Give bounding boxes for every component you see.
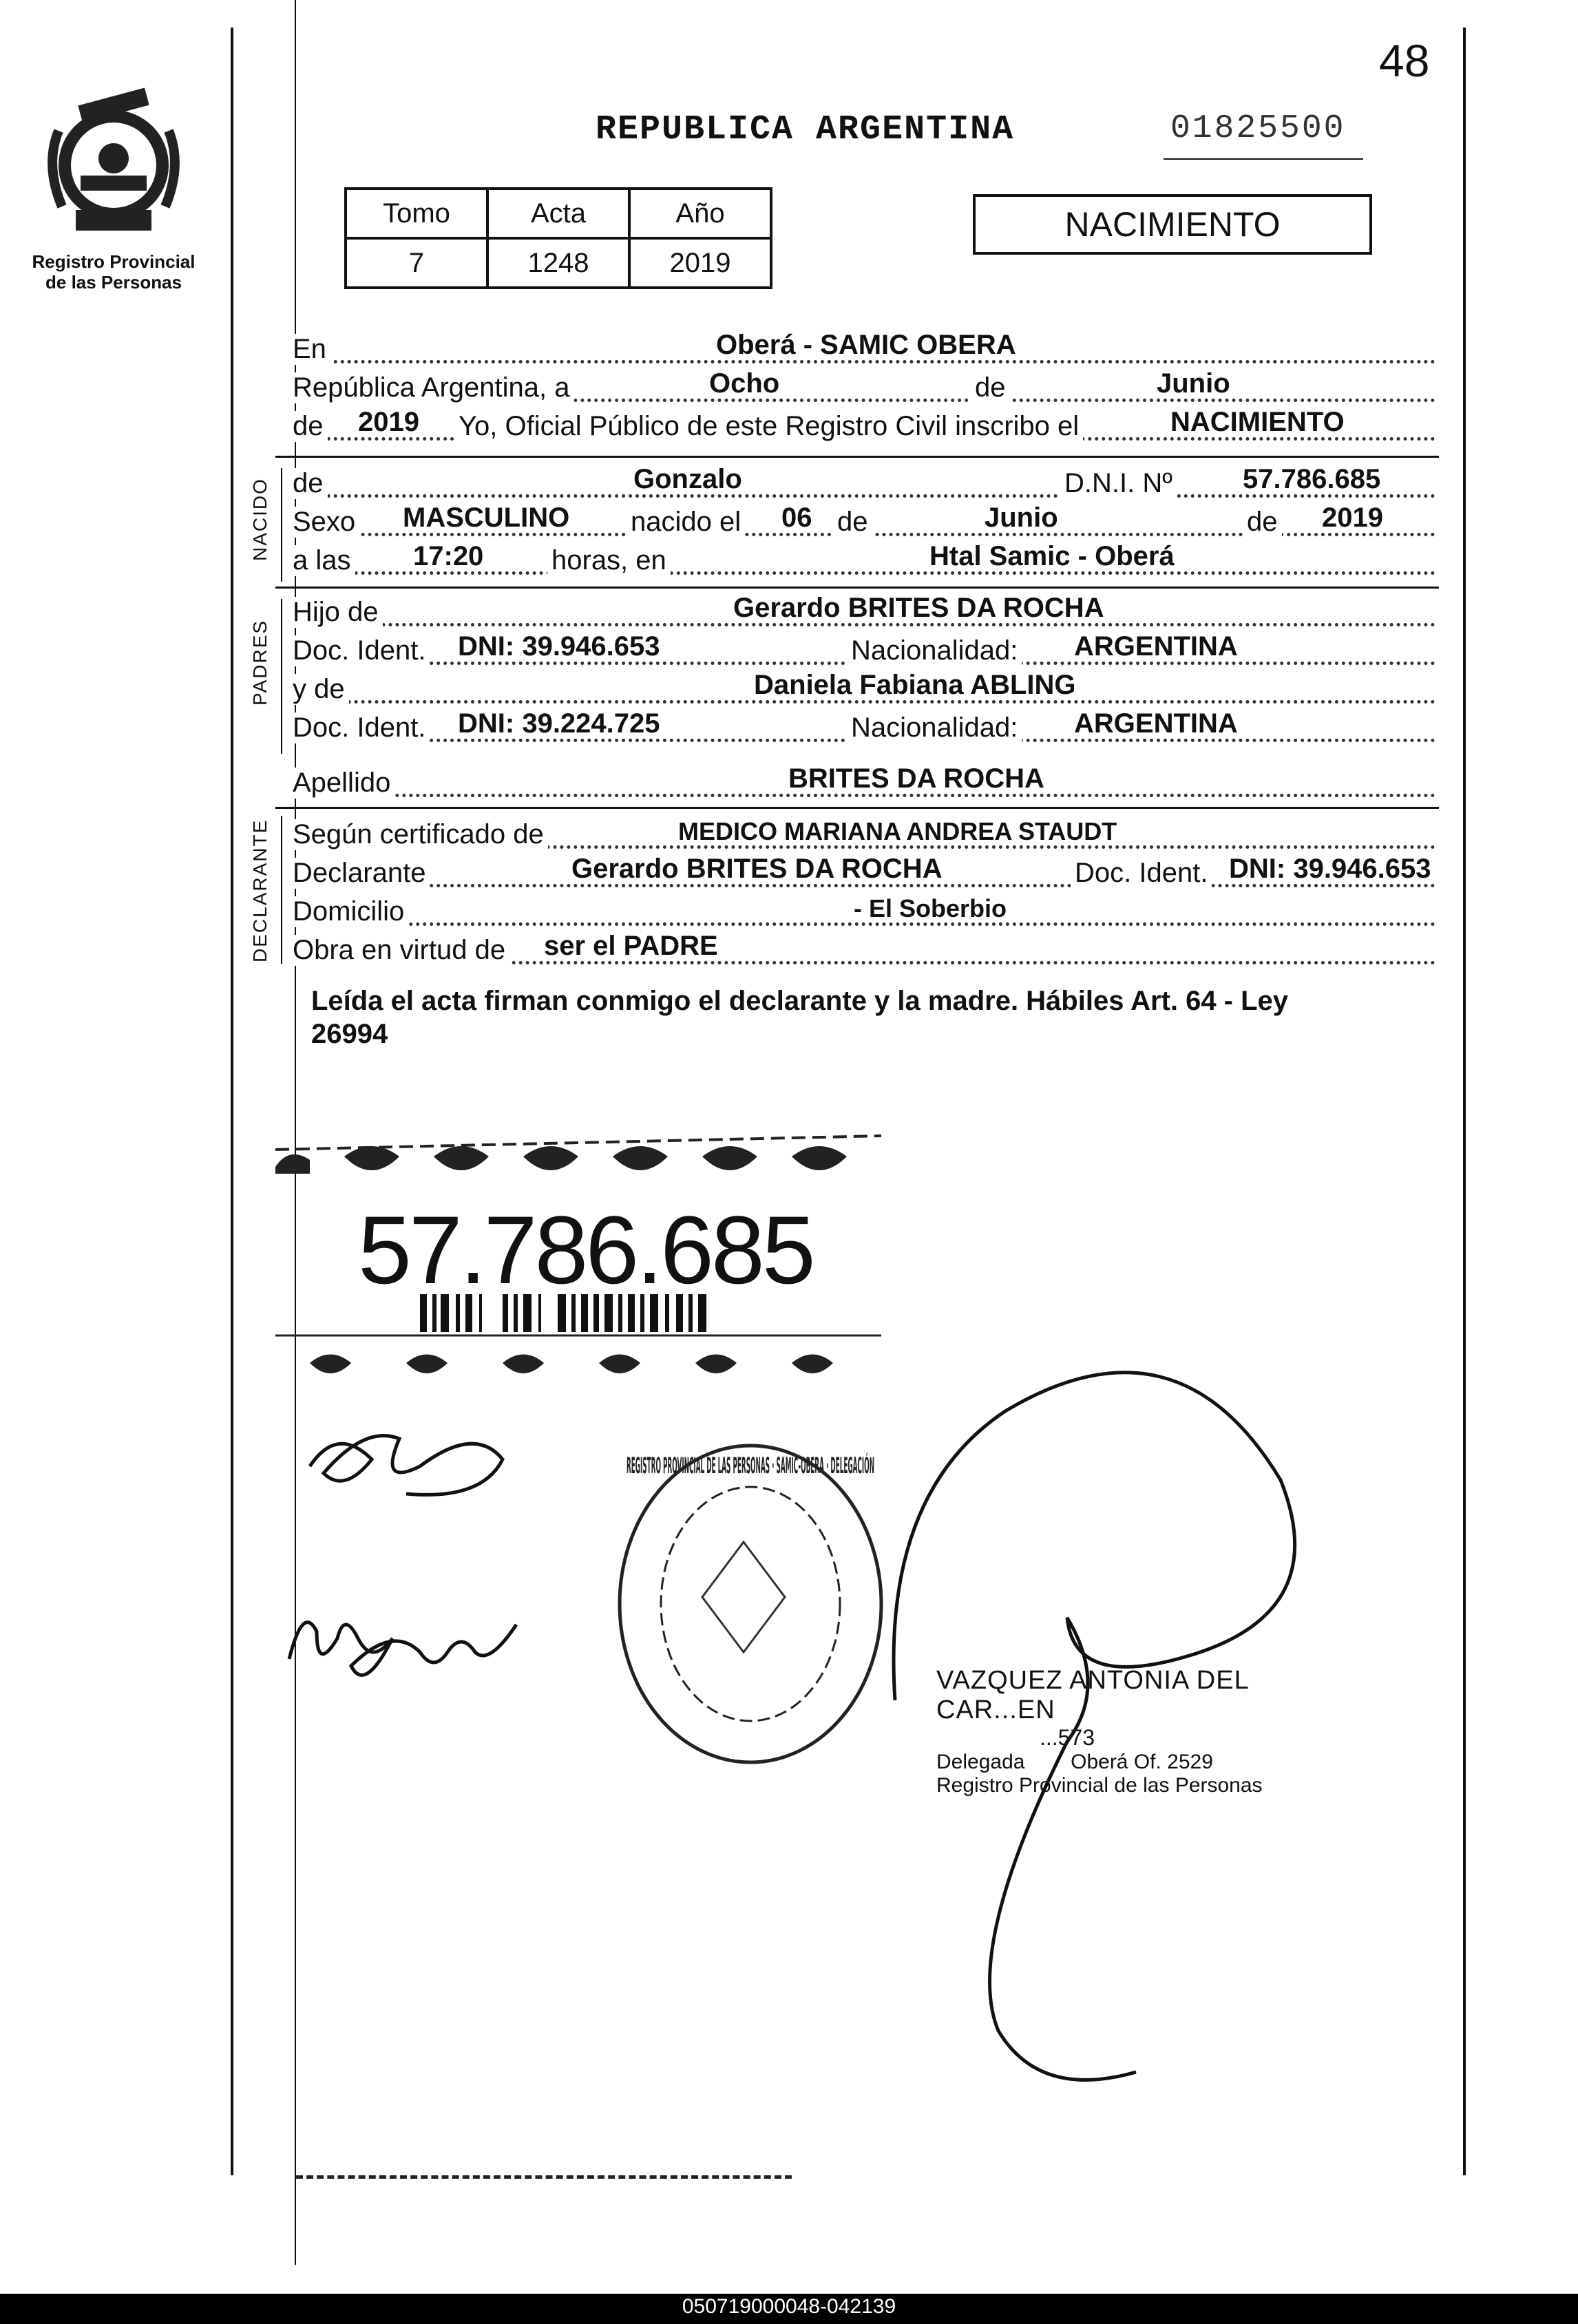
value-mother-doc: DNI: 39.224.725 bbox=[458, 708, 660, 739]
row-declarant bbox=[293, 854, 1435, 893]
label-hours: horas, en bbox=[547, 545, 671, 576]
row-place bbox=[293, 330, 1435, 369]
dni-sticker bbox=[275, 1129, 881, 1404]
row-child-time bbox=[293, 542, 1435, 580]
closing-line-2: 26994 bbox=[311, 1019, 388, 1049]
seal-text: REGISTRO PROVINCIAL DE LAS PERSONAS · SAMIC-OBERA · DELEGACIÓN bbox=[627, 1452, 1527, 1479]
row-address bbox=[293, 893, 1435, 931]
official-name: VAZQUEZ ANTONIA DEL CAR...EN bbox=[936, 1666, 1249, 1724]
side-label-declarante: DECLARANTE bbox=[249, 818, 271, 962]
official-block bbox=[936, 1666, 1363, 1797]
label-time: a las bbox=[293, 545, 355, 576]
registry-name-line1: Registro Provincial bbox=[32, 251, 196, 272]
row-surname bbox=[293, 764, 1435, 803]
official-registry: Registro Provincial de las Personas bbox=[936, 1774, 1263, 1797]
registry-name bbox=[14, 251, 213, 293]
value-surname: BRITES DA ROCHA bbox=[788, 763, 1044, 794]
row-date bbox=[293, 369, 1435, 408]
side-bar-declarante bbox=[281, 816, 282, 964]
value-child-name: Gonzalo bbox=[633, 464, 742, 494]
label-dni: D.N.I. Nº bbox=[1060, 468, 1177, 499]
side-bar-padres bbox=[281, 599, 282, 754]
value-declarant-doc: DNI: 39.946.653 bbox=[1229, 854, 1431, 884]
label-born: nacido el bbox=[627, 507, 745, 538]
value-month: Junio bbox=[1157, 368, 1230, 399]
bottom-dashed-line bbox=[296, 2175, 792, 2179]
label-de3: de bbox=[833, 507, 872, 538]
value-birth-place: Htal Samic - Oberá bbox=[929, 541, 1175, 571]
province-logo bbox=[38, 89, 189, 241]
vol-acta: 1248 bbox=[487, 238, 629, 288]
closing-text bbox=[311, 984, 1427, 1050]
row-father bbox=[293, 593, 1435, 632]
vol-header-tomo: Tomo bbox=[346, 189, 487, 238]
value-child-dni: 57.786.685 bbox=[1243, 464, 1381, 494]
footer-code: 050719000048-042139 bbox=[682, 2295, 896, 2318]
label-mother-nat: Nacionalidad: bbox=[847, 712, 1022, 743]
side-bar-nacido bbox=[281, 468, 282, 582]
row-year bbox=[293, 408, 1435, 446]
side-label-padres: PADRES bbox=[249, 619, 271, 706]
value-mother-nat: ARGENTINA bbox=[1074, 708, 1238, 739]
label-sex: Sexo bbox=[293, 507, 359, 538]
right-margin-line bbox=[1463, 28, 1466, 2175]
serial-number: 01825500 bbox=[1170, 110, 1346, 147]
left-margin-line bbox=[231, 28, 233, 2175]
label-child-de: de bbox=[293, 468, 328, 499]
row-cert bbox=[293, 816, 1435, 854]
label-republic: República Argentina, a bbox=[293, 372, 574, 403]
value-father-nat: ARGENTINA bbox=[1074, 631, 1238, 662]
divider-3 bbox=[275, 807, 1439, 809]
value-time: 17:20 bbox=[413, 541, 484, 571]
row-child-name bbox=[293, 465, 1435, 503]
label-cert: Según certificado de bbox=[293, 819, 548, 850]
label-address: Domicilio bbox=[293, 896, 408, 927]
value-father-doc: DNI: 39.946.653 bbox=[458, 631, 660, 662]
label-statement: Yo, Oficial Público de este Registro Civil inscribo el bbox=[454, 411, 1083, 442]
row-mother-doc bbox=[293, 709, 1435, 748]
label-de4: de bbox=[1243, 507, 1282, 538]
label-father-nat: Nacionalidad: bbox=[847, 635, 1022, 666]
vol-anio: 2019 bbox=[629, 238, 771, 288]
value-cert: MEDICO MARIANA ANDREA STAUDT bbox=[678, 817, 1117, 845]
divider-2 bbox=[275, 587, 1439, 589]
serial-underline bbox=[1164, 158, 1363, 160]
value-year: 2019 bbox=[358, 407, 419, 437]
value-virtue: ser el PADRE bbox=[544, 931, 718, 961]
divider-1 bbox=[275, 456, 1439, 458]
value-address: - El Soberbio bbox=[854, 894, 1007, 922]
value-sex: MASCULINO bbox=[403, 503, 570, 533]
declarant-signature bbox=[296, 1418, 516, 1514]
label-en: En bbox=[293, 334, 330, 365]
value-mother: Daniela Fabiana ABLING bbox=[754, 670, 1076, 700]
value-born-day: 06 bbox=[781, 503, 812, 533]
volume-table bbox=[344, 187, 772, 289]
country-title: REPUBLICA ARGENTINA bbox=[596, 110, 1015, 149]
label-mother-doc: Doc. Ident. bbox=[293, 712, 430, 743]
vol-tomo: 7 bbox=[346, 238, 487, 288]
value-father: Gerardo BRITES DA ROCHA bbox=[733, 593, 1104, 623]
label-hijo: Hijo de bbox=[293, 597, 383, 628]
registry-name-line2: de las Personas bbox=[45, 272, 182, 293]
page-number: 48 bbox=[1379, 35, 1430, 86]
label-virtue: Obra en virtud de bbox=[293, 935, 509, 966]
mother-signature bbox=[275, 1597, 537, 1693]
official-signature bbox=[867, 1315, 1405, 1934]
row-father-doc bbox=[293, 632, 1435, 670]
row-mother bbox=[293, 670, 1435, 709]
vol-header-acta: Acta bbox=[487, 189, 629, 238]
value-declarant: Gerardo BRITES DA ROCHA bbox=[571, 854, 943, 884]
record-type-box: NACIMIENTO bbox=[973, 194, 1372, 255]
vol-header-anio: Año bbox=[629, 189, 771, 238]
label-surname: Apellido bbox=[293, 768, 394, 799]
label-declarant: Declarante bbox=[293, 858, 430, 889]
value-born-month: Junio bbox=[985, 503, 1058, 533]
side-label-nacido: NACIDO bbox=[249, 478, 271, 561]
row-virtue bbox=[293, 931, 1435, 970]
label-yde: y de bbox=[293, 674, 349, 705]
coat-of-arms-icon bbox=[38, 89, 189, 241]
row-child-sex bbox=[293, 503, 1435, 542]
value-born-year: 2019 bbox=[1322, 503, 1383, 533]
value-record: NACIMIENTO bbox=[1170, 407, 1345, 437]
closing-line-1: Leída el acta firman conmigo el declarante y la madre. Hábiles Art. 64 - Ley bbox=[311, 986, 1289, 1016]
value-place: Oberá - SAMIC OBERA bbox=[716, 330, 1016, 360]
label-de: de bbox=[971, 372, 1010, 403]
label-declarant-doc: Doc. Ident. bbox=[1071, 858, 1212, 889]
label-de2: de bbox=[293, 411, 328, 442]
label-father-doc: Doc. Ident. bbox=[293, 635, 430, 666]
official-line2: ...573 bbox=[1040, 1725, 1095, 1750]
sticker-dni-number: 57.786.685 bbox=[358, 1196, 813, 1304]
official-role: Delegada Oberá Of. 2529 bbox=[936, 1751, 1213, 1773]
value-day: Ocho bbox=[709, 368, 780, 399]
